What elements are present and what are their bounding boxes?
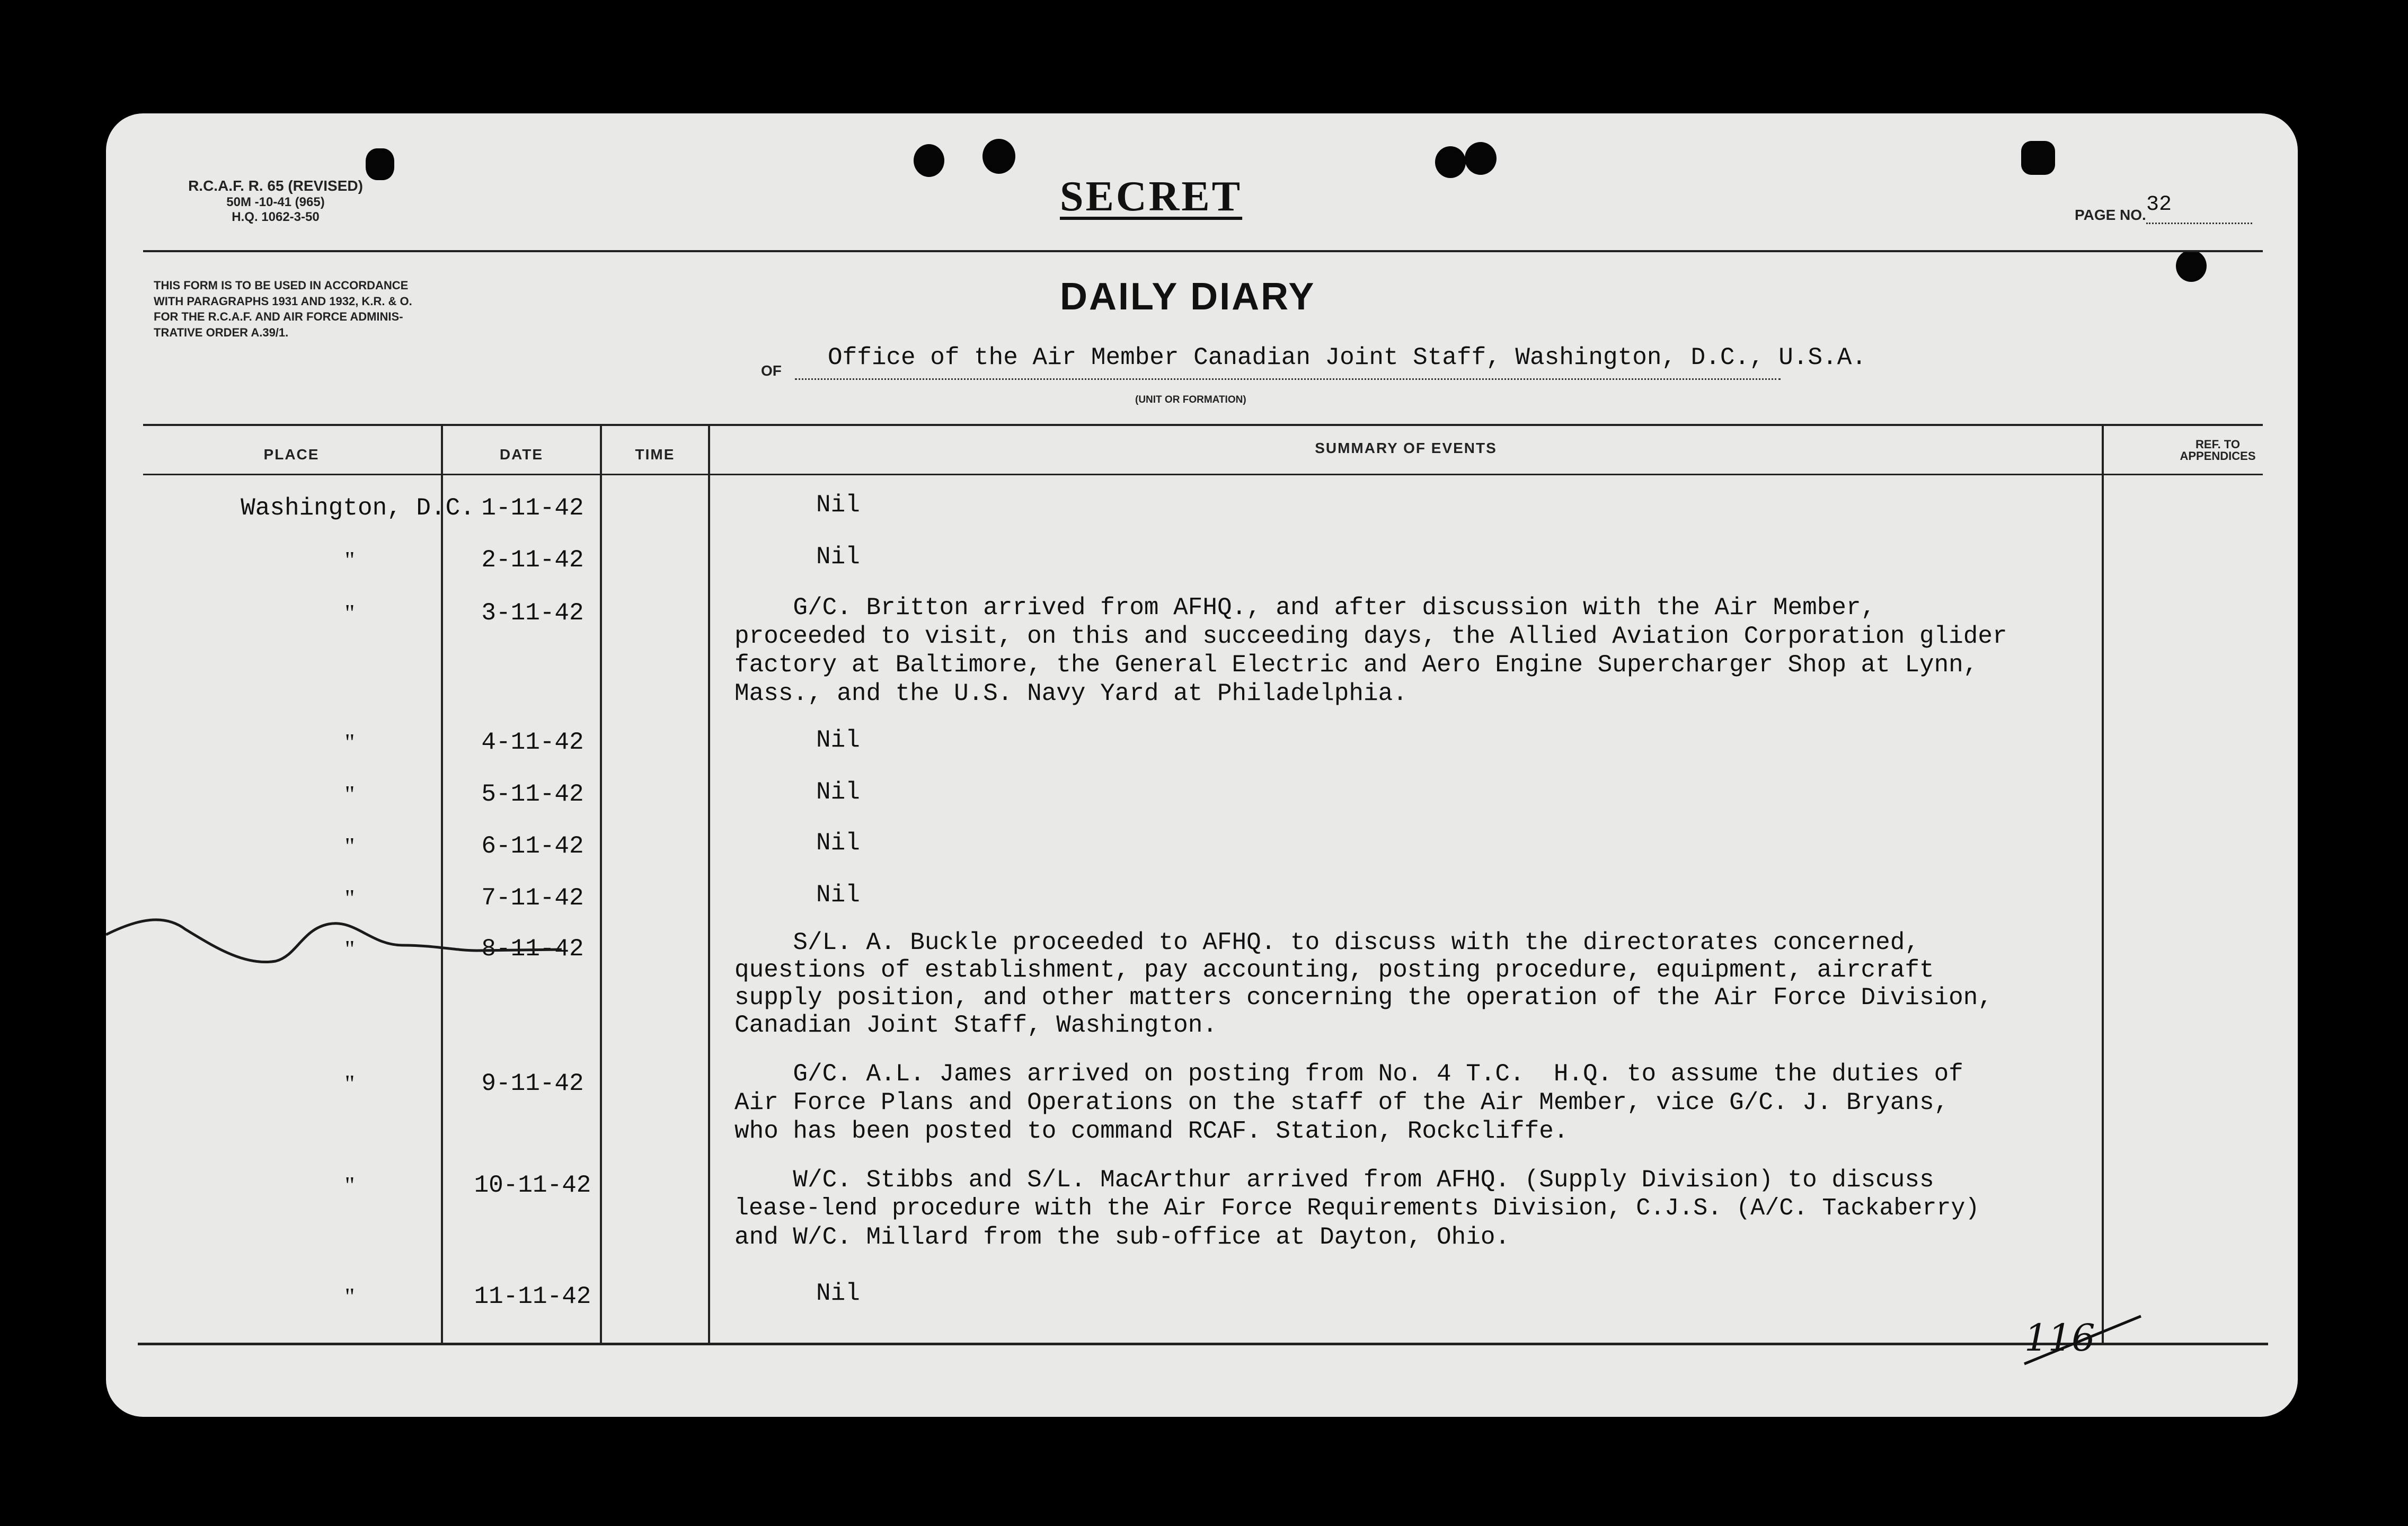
- instruction-line: WITH PARAGRAPHS 1931 AND 1932, K.R. & O.: [154, 294, 412, 308]
- entry-date: 8-11-42: [481, 935, 584, 963]
- entry-summary-line: Nil: [816, 726, 860, 754]
- entry-date: 11-11-42: [474, 1283, 591, 1310]
- punch-hole: [982, 139, 1015, 174]
- page-title: DAILY DIARY: [1060, 276, 1316, 318]
- entry-summary-line: Nil: [816, 778, 860, 806]
- entry-summary-line: G/C. A.L. James arrived on posting from No. 4 T.C. H.Q. to assume the duties of: [734, 1060, 1963, 1088]
- handwritten-underline: [2014, 1306, 2152, 1369]
- entry-summary-line: Nil: [816, 829, 860, 857]
- handwritten-scratch-mark: [106, 898, 583, 982]
- entry-summary-line: G/C. Britton arrived from AFHQ., and after discussion with the Air Member,: [734, 594, 1876, 622]
- print-line-1: 50M -10-41 (965): [226, 194, 325, 209]
- entry-date: 10-11-42: [474, 1172, 591, 1199]
- entry-summary-line: factory at Baltimore, the General Electric and Aero Engine Supercharger Shop at Lynn,: [734, 651, 1978, 679]
- punch-hole: [1435, 146, 1466, 178]
- entry-place-ditto: ": [344, 546, 355, 573]
- column-divider: [2102, 426, 2104, 1344]
- entry-summary-line: questions of establishment, pay accounting, posting procedure, equipment, aircraft: [734, 956, 1934, 984]
- column-header-summary: SUMMARY OF EVENTS: [1315, 440, 1497, 456]
- diary-form-card: [106, 113, 2298, 1417]
- page-number: 32: [2146, 193, 2172, 217]
- instruction-line: THIS FORM IS TO BE USED IN ACCORDANCE: [154, 279, 409, 292]
- entry-summary-line: Nil: [816, 881, 860, 909]
- entry-summary-line: proceeded to visit, on this and succeeding days, the Allied Aviation Corporation glider: [734, 623, 2007, 650]
- punch-hole: [2176, 250, 2207, 282]
- entry-summary-line: Nil: [816, 543, 860, 571]
- entry-date: 9-11-42: [481, 1070, 584, 1097]
- punch-hole: [914, 144, 944, 177]
- table-bottom-rule: [138, 1343, 2268, 1345]
- entry-summary-line: and W/C. Millard from the sub-office at Dayton, Ohio.: [734, 1223, 1510, 1251]
- entry-place-ditto: ": [344, 1172, 355, 1199]
- unit-underline: [795, 378, 1781, 380]
- column-header-ref-appendices: [2152, 439, 2284, 462]
- entry-date: 5-11-42: [481, 780, 584, 808]
- header-rule: [143, 250, 2263, 252]
- ref-header-line: APPENDICES: [2180, 449, 2256, 463]
- column-divider: [708, 426, 710, 1344]
- unit-caption: (UNIT OR FORMATION): [1135, 394, 1246, 405]
- entry-summary-line: Nil: [816, 491, 860, 519]
- unit-name: Office of the Air Member Canadian Joint Staff, Washington, D.C., U.S.A.: [828, 344, 1866, 371]
- instruction-line: FOR THE R.C.A.F. AND AIR FORCE ADMINIS-: [154, 310, 403, 324]
- entry-summary-line: lease-lend procedure with the Air Force Requirements Division, C.J.S. (A/C. Tackaberry): [734, 1195, 1980, 1222]
- ref-header-line: REF. TO: [2195, 438, 2240, 451]
- table-top-rule: [143, 424, 2263, 426]
- entry-summary-line: supply position, and other matters concerning the operation of the Air Force Division,: [734, 984, 1993, 1012]
- entry-summary-line: who has been posted to command RCAF. Station, Rockcliffe.: [734, 1117, 1569, 1145]
- page-number-line: [2146, 223, 2252, 224]
- handwritten-folio-number: 116: [2024, 1316, 2095, 1360]
- entry-date: 2-11-42: [481, 546, 584, 574]
- classification-heading: SECRET: [1060, 173, 1243, 220]
- entry-date: 7-11-42: [481, 884, 584, 912]
- entry-place-ditto: ": [344, 780, 355, 808]
- page-number-label: PAGE NO.: [2075, 207, 2146, 223]
- of-label: OF: [761, 362, 782, 379]
- entry-summary-line: Nil: [816, 1280, 860, 1307]
- form-number: R.C.A.F. R. 65 (REVISED): [188, 178, 363, 194]
- form-instructions: [154, 278, 578, 341]
- entry-date: 4-11-42: [481, 729, 584, 756]
- entry-summary-line: Mass., and the U.S. Navy Yard at Philadelphia.: [734, 680, 1407, 707]
- print-line-2: H.Q. 1062-3-50: [232, 210, 320, 225]
- entry-summary-line: Canadian Joint Staff, Washington.: [734, 1012, 1217, 1039]
- entry-place-ditto: ": [344, 935, 355, 962]
- table-header-rule: [143, 474, 2263, 475]
- entry-place-ditto: ": [344, 729, 355, 756]
- entry-date: 6-11-42: [481, 832, 584, 860]
- punch-hole: [1465, 142, 1497, 175]
- entry-place-ditto: ": [344, 832, 355, 859]
- entry-place: Washington, D.C.: [241, 494, 475, 522]
- entry-date: 3-11-42: [481, 599, 584, 627]
- entry-date: 1-11-42: [481, 494, 584, 522]
- column-header-time: TIME: [635, 446, 675, 463]
- punch-hole: [366, 148, 394, 180]
- entry-place-ditto: ": [344, 1070, 355, 1097]
- entry-place-ditto: ": [344, 884, 355, 911]
- entry-place-ditto: ": [344, 599, 355, 626]
- entry-summary-line: S/L. A. Buckle proceeded to AFHQ. to discuss with the directorates concerned,: [734, 929, 1919, 956]
- instruction-line: TRATIVE ORDER A.39/1.: [154, 326, 289, 340]
- punch-hole: [2021, 141, 2055, 175]
- column-header-place: PLACE: [263, 446, 320, 463]
- form-identifier: [154, 177, 397, 225]
- entry-summary-line: Air Force Plans and Operations on the staff of the Air Member, vice G/C. J. Bryans,: [734, 1089, 1949, 1116]
- entry-place-ditto: ": [344, 1283, 355, 1310]
- entry-summary-line: W/C. Stibbs and S/L. MacArthur arrived from AFHQ. (Supply Division) to discuss: [734, 1166, 1934, 1194]
- column-header-date: DATE: [499, 446, 544, 463]
